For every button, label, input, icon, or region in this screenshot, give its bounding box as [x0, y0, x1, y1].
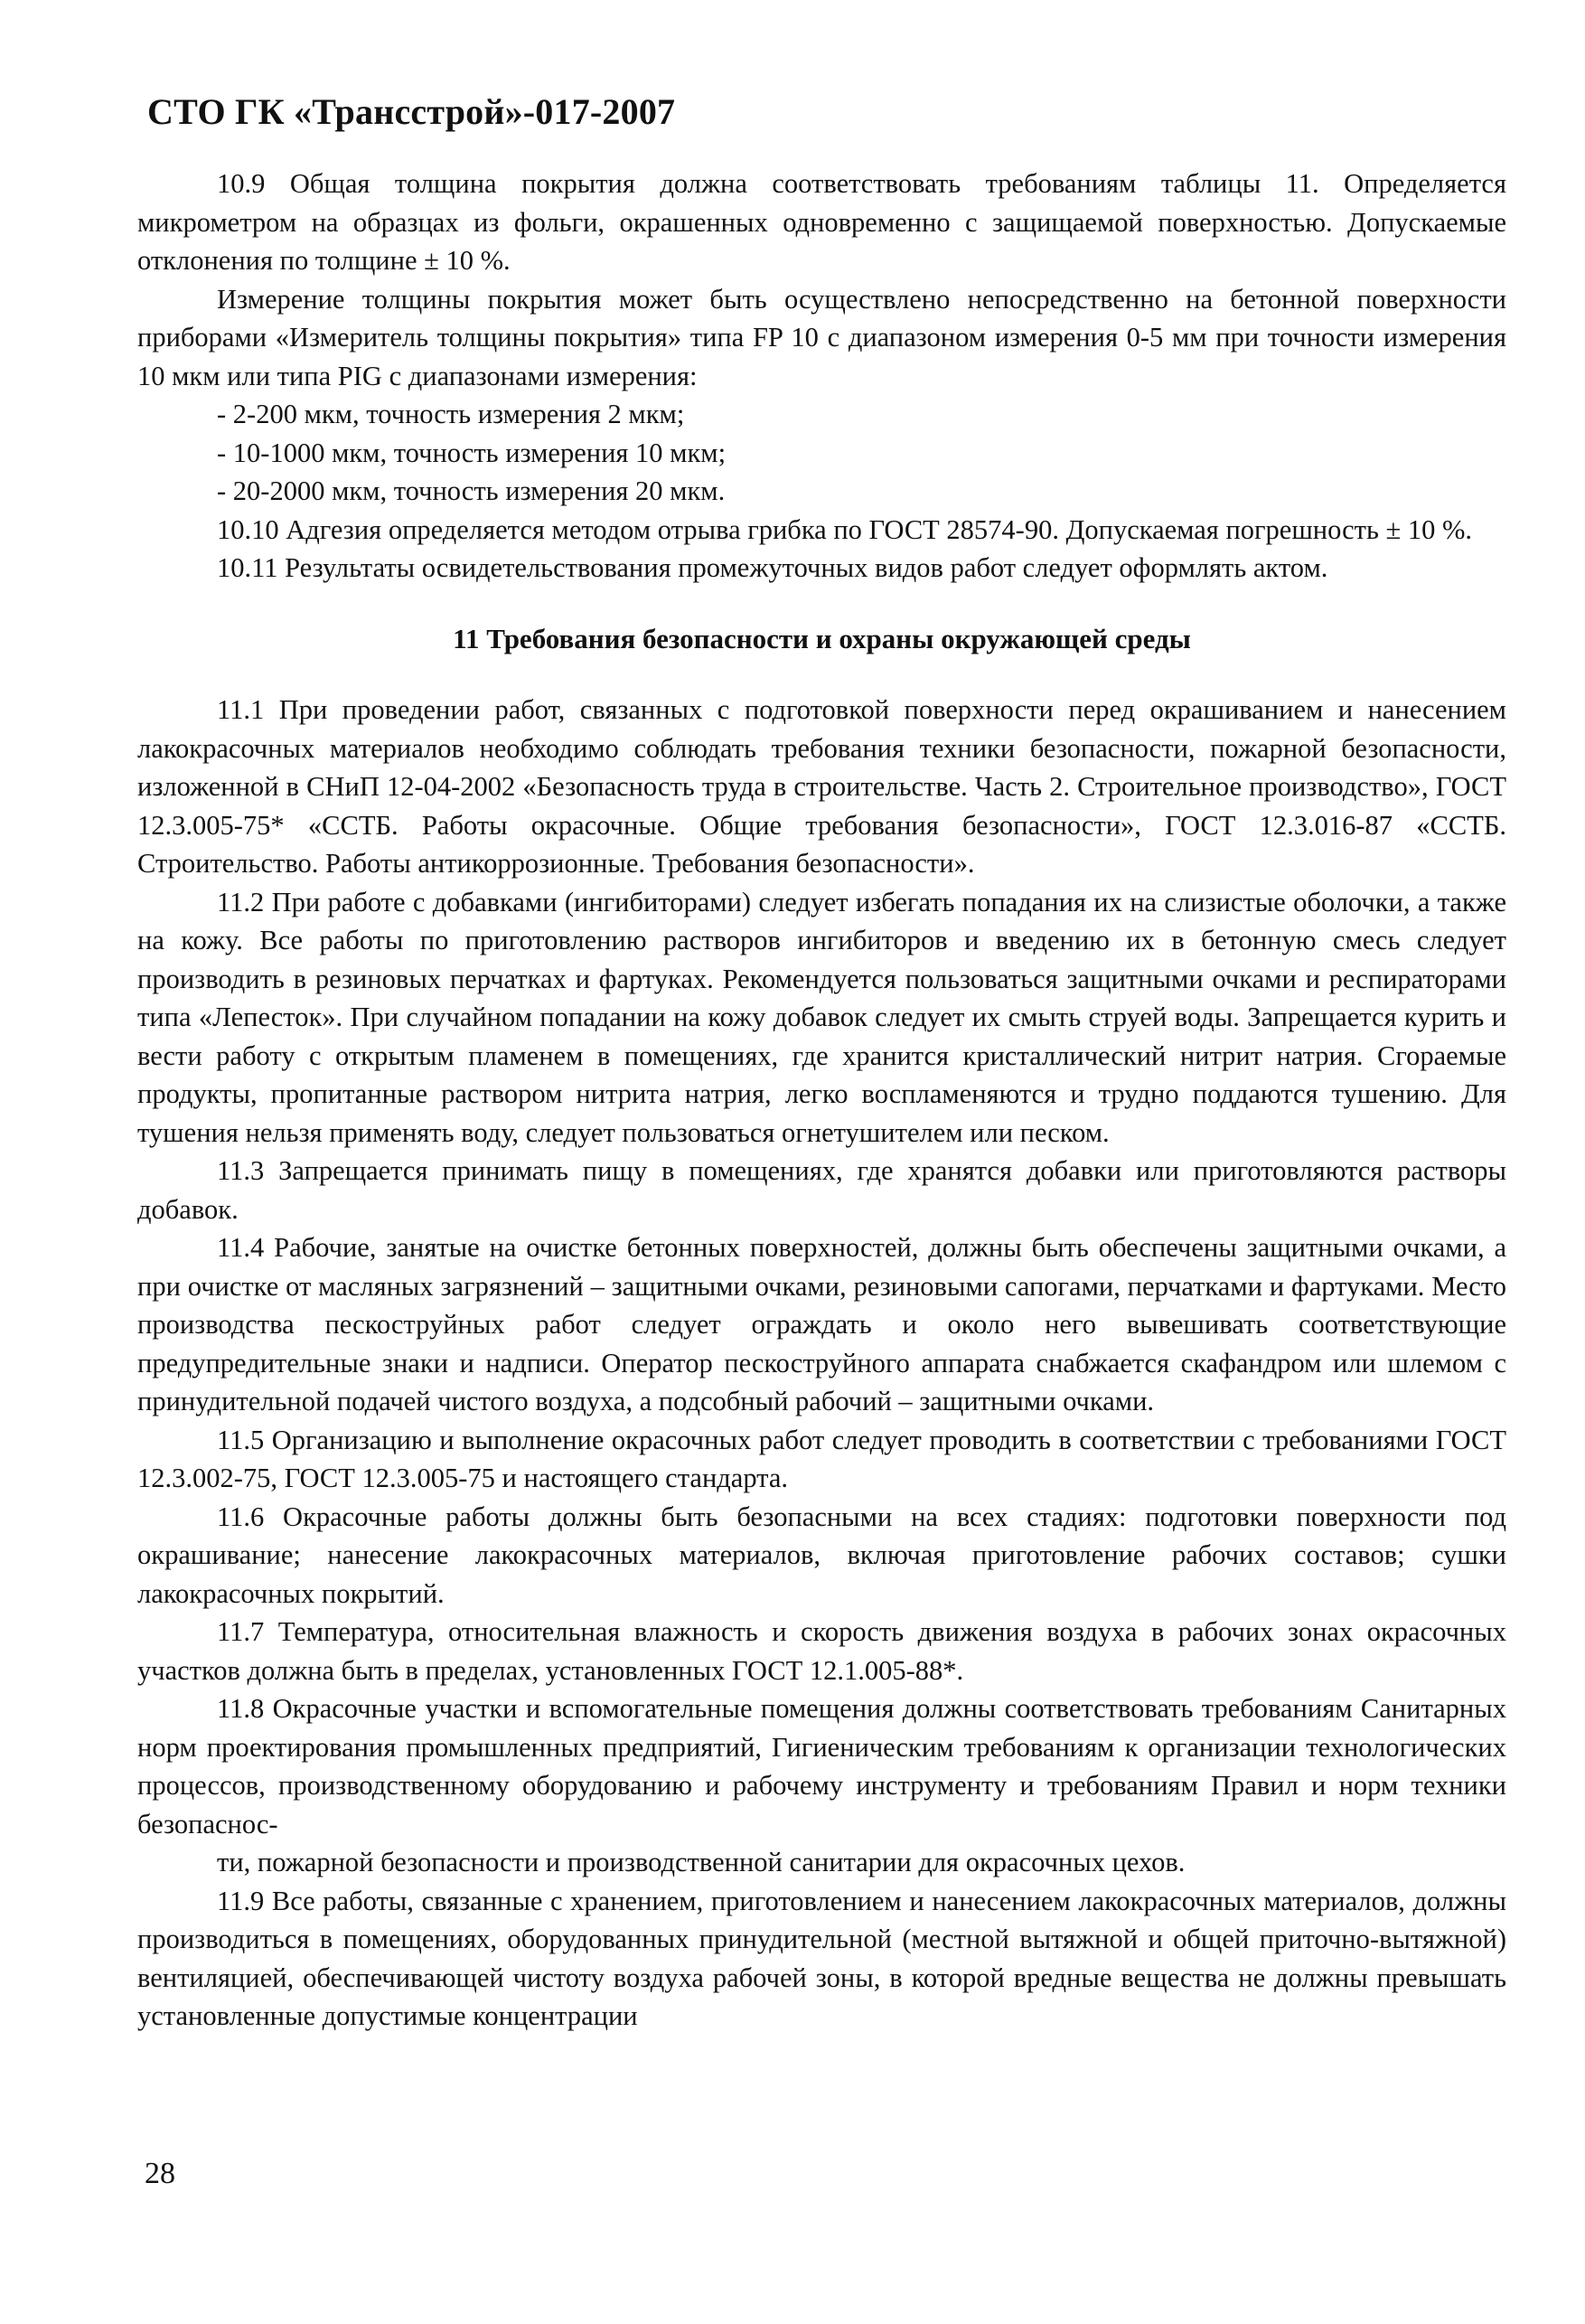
page-number: 28 — [145, 2157, 175, 2190]
paragraph-11-5: 11.5 Организацию и выполнение окрасочных работ следует проводить в соответствии с требованиями ГОСТ 12.3.002-75, ГОСТ 12.3.005-75 и настоящего стандарта. — [137, 1424, 1506, 1493]
paragraph-11-7: 11.7 Температура, относительная влажность и скорость движения воздуха в рабочих зонах окрасочных участков должна быть в пределах, установленных ГОСТ 12.1.005-88*. — [137, 1616, 1506, 1686]
list-item: - 20-2000 мкм, точность измерения 20 мкм. — [217, 475, 726, 506]
list-item: - 2-200 мкм, точность измерения 2 мкм; — [217, 399, 685, 429]
document-header: СТО ГК «Трансстрой»-017-2007 — [147, 91, 676, 132]
paragraph-11-4: 11.4 Рабочие, занятые на очистке бетонных поверхностей, должны быть обеспечены защитными очками, а при очистке от масляных загрязнений – защитными очками, резиновыми сапогами, перчатками и фартуками. Место производства пескоструйных работ следует ограждать и около него вывешивать соответствующие предупредительные знаки и надписи. Оператор пескоструйного аппарата снабжается скафандром или шлемом с принудительной подачей чистого воздуха, а подсобный рабочий – защитными очками. — [137, 1232, 1506, 1416]
section-heading: 11 Требования безопасности и охраны окружающей среды — [453, 622, 1191, 654]
paragraph-11-8: 11.8 Окрасочные участки и вспомогательные помещения должны соответствовать требованиям Санитарных норм проектирования промышленных предприятий, Гигиеническим требованиям к организации технологических процессов, производственному оборудованию и рабочему инструменту и требованиям Правил и норм техники безопаснос- — [137, 1693, 1506, 1839]
paragraph-11-8-continued: ти, пожарной безопасности и производственной санитарии для окрасочных цехов. — [217, 1847, 1186, 1877]
paragraph-10-9-measurement: Измерение толщины покрытия может быть осуществлено непосредственно на бетонной поверхности приборами «Измеритель толщины покрытия» типа FP 10 с диапазоном измерения 0-5 мм при точности измерения 10 мкм или типа PIG с диапазонами измерения: — [137, 283, 1506, 391]
paragraph-10-10: 10.10 Адгезия определяется методом отрыва грибка по ГОСТ 28574-90. Допускаемая погрешность ± 10 %. — [217, 513, 1473, 545]
list-item: - 10-1000 мкм, точность измерения 10 мкм; — [217, 437, 727, 468]
paragraph-11-9: 11.9 Все работы, связанные с хранением, приготовлением и нанесением лакокрасочных материалов, должны производиться в помещениях, оборудованных принудительной (местной вытяжной и общей приточно-вытяжной) вентиляцией, обеспечивающей чистоту воздуха рабочей зоны, в которой вредные вещества не должны превышать установленные допустимые концентрации — [137, 1885, 1506, 2031]
paragraph-11-2: 11.2 При работе с добавками (ингибиторами) следует избегать попадания их на слизистые оболочки, а также на кожу. Все работы по приготовлению растворов ингибиторов и введению их в бетонную смесь следует производить в резиновых перчатках и фартуках. Рекомендуется пользоваться защитными очками и респираторами типа «Лепесток». При случайном попадании на кожу добавок следует их смыть струей воды. Запрещается курить и вести работу с открытым пламенем в помещениях, где хранится кристаллический нитрит натрия. Сгораемые продукты, пропитанные раствором нитрита натрия, легко воспламеняются и трудно поддаются тушению. Для тушения нельзя применять воду, следует пользоваться огнетушителем или песком. — [137, 886, 1506, 1148]
paragraph-11-1: 11.1 При проведении работ, связанных с подготовкой поверхности перед окрашиванием и нанесением лакокрасочных материалов необходимо соблюдать требования техники безопасности, пожарной безопасности, изложенной в СНиП 12-04-2002 «Безопасность труда в строительстве. Часть 2. Строительное производство», ГОСТ 12.3.005-75* «ССТБ. Работы окрасочные. Общие требования безопасности», ГОСТ 12.3.016-87 «ССТБ. Строительство. Работы антикоррозионные. Требования безопасности». — [137, 694, 1506, 879]
paragraph-10-11: 10.11 Результаты освидетельствования промежуточных видов работ следует оформлять актом. — [217, 552, 1328, 583]
document-body — [137, 165, 1506, 2036]
paragraph-11-6: 11.6 Окрасочные работы должны быть безопасными на всех стадиях: подготовки поверхности под окрашивание; нанесение лакокрасочных материалов, включая приготовление рабочих составов; сушки лакокрасочных покрытий. — [137, 1501, 1506, 1609]
paragraph-11-3: 11.3 Запрещается принимать пищу в помещениях, где хранятся добавки или приготовляются растворы добавок. — [137, 1155, 1506, 1225]
paragraph-10-9: 10.9 Общая толщина покрытия должна соответствовать требованиям таблицы 11. Определяется микрометром на образцах из фольги, окрашенных одновременно с защищаемой поверхностью. Допускаемые отклонения по толщине ± 10 %. — [137, 168, 1506, 276]
